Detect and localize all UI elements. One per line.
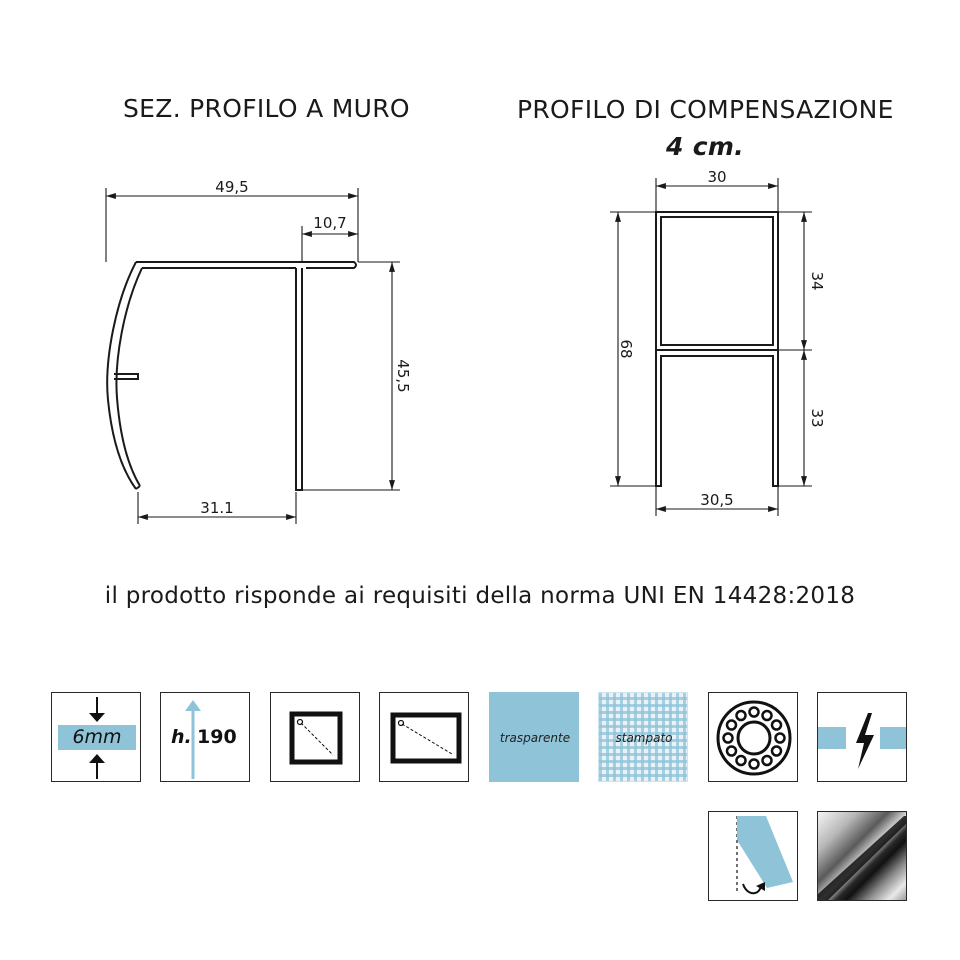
- square-shape-icon: [270, 692, 360, 782]
- dim-label-width: 49,5: [215, 178, 249, 196]
- glass-thickness-icon: [51, 692, 141, 782]
- dim-label-total: 68: [617, 339, 635, 359]
- rectangle-shape-icon: [379, 692, 469, 782]
- dim-label-bottom-width: 30,5: [700, 491, 734, 509]
- printed-label: stampato: [615, 731, 673, 745]
- dim-label-flange: 10,7: [313, 214, 347, 232]
- norm-statement: il prodotto risponde ai requisiti della norma UNI EN 14428:2018: [104, 583, 856, 609]
- compensation-profile-title: PROFILO DI COMPENSAZIONE: [517, 95, 894, 124]
- reversible-door-icon: [708, 811, 798, 901]
- wall-profile-dimensions: [106, 188, 400, 524]
- thickness-label: 6mm: [72, 726, 122, 748]
- dim-label-upper: 34: [808, 271, 826, 291]
- transparent-label: trasparente: [499, 731, 571, 745]
- height-icon: [160, 692, 250, 782]
- compensation-profile-size: 4 cm.: [666, 132, 744, 161]
- printed-glass-icon: [598, 692, 688, 782]
- dim-label-height: 45,5: [394, 359, 412, 393]
- height-value: 190: [197, 726, 237, 748]
- chrome-finish-icon: [817, 811, 907, 901]
- compensation-profile-section: [656, 212, 778, 486]
- bearing-wheels-icon: [708, 692, 798, 782]
- compensation-profile-dimensions: [610, 178, 812, 516]
- dim-label-lower: 33: [808, 408, 826, 428]
- wall-profile-title: SEZ. PROFILO A MURO: [123, 94, 410, 123]
- transparent-glass-icon: [489, 692, 579, 782]
- dim-label-bottom: 31.1: [200, 499, 234, 517]
- dim-label-top: 30: [707, 168, 727, 186]
- safety-glass-icon: [817, 692, 907, 782]
- height-prefix: h.: [171, 726, 192, 748]
- wall-profile-section: [107, 262, 356, 490]
